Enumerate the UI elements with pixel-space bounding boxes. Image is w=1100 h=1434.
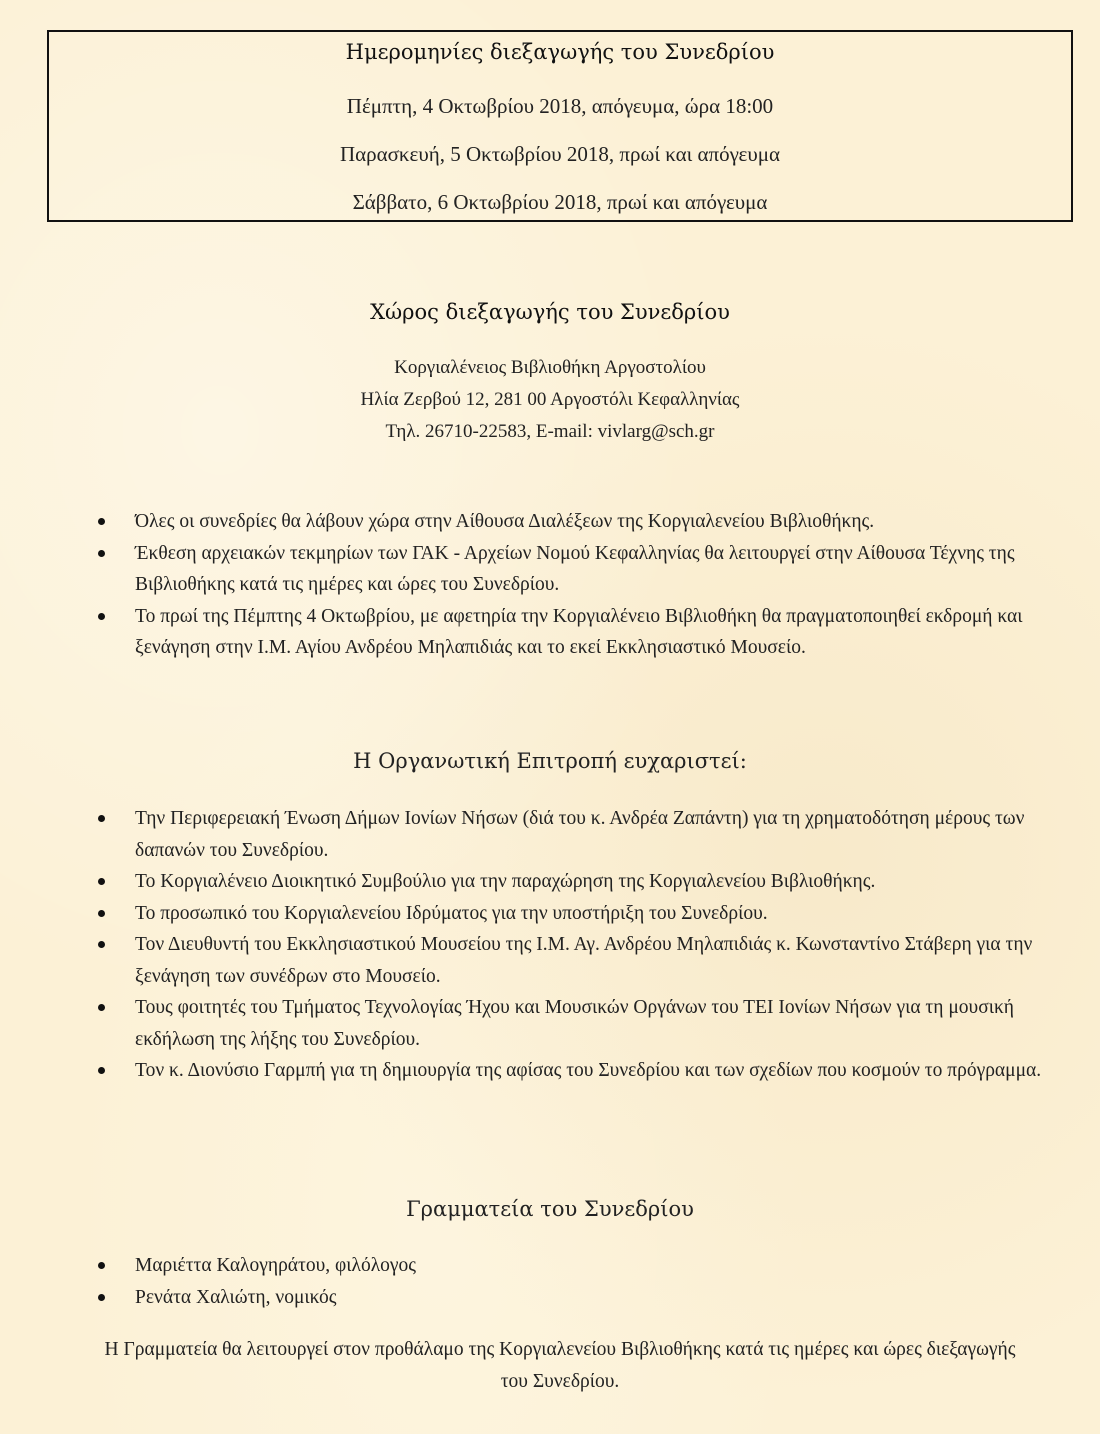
list-item-text: Την Περιφερειακή Ένωση Δήμων Ιονίων Νήσων (διά του κ. Ανδρέα Ζαπάντη) για τη χρηματοδότηση μέρους των δαπανών του Συνεδρίου. — [135, 808, 1025, 861]
secretariat-title: Γραμματεία του Συνεδρίου — [406, 1197, 694, 1221]
list-item — [0, 898, 1100, 930]
bullet-icon — [98, 550, 105, 557]
list-item-text: Ρενάτα Χαλιώτη, νομικός — [135, 1286, 337, 1308]
secretariat-note: Η Γραμματεία θα λειτουργεί στον προθάλαμο της Κοργιαλενείου Βιβλιοθήκης κατά τις ημέρες και ώρες διεξαγωγής του Συνεδρίου. — [104, 1339, 1016, 1392]
list-item — [0, 601, 1100, 664]
list-item — [0, 1282, 1100, 1314]
bullet-icon — [98, 910, 105, 917]
venue-address: Ηλία Ζερβού 12, 281 00 Αργοστόλι Κεφαλληνίας — [360, 389, 740, 410]
bullet-icon — [98, 815, 105, 822]
secretariat-list — [0, 1250, 1100, 1313]
bullet-icon — [98, 1294, 105, 1301]
list-item — [0, 1250, 1100, 1282]
venue-notes-list — [0, 506, 1100, 664]
list-item — [0, 538, 1100, 601]
thanks-list — [0, 803, 1100, 1087]
list-item — [0, 803, 1100, 866]
list-item — [0, 992, 1100, 1055]
dates-box — [47, 30, 1073, 222]
venue-name: Κοργιαλένειος Βιβλιοθήκη Αργοστολίου — [394, 357, 706, 378]
bullet-icon — [98, 518, 105, 525]
list-item-text: Το πρωί της Πέμπτης 4 Οκτωβρίου, με αφετηρία την Κοργιαλένειο Βιβλιοθήκη θα πραγματοποιηθεί εκδρομή και ξενάγηση στην Ι.Μ. Αγίου Ανδρέου Μηλαπιδιάς και το εκεί Εκκλησιαστικό Μουσείο. — [135, 605, 1023, 658]
bullet-icon — [98, 941, 105, 948]
venue-title: Χώρος διεξαγωγής του Συνεδρίου — [370, 300, 730, 324]
date-line-saturday: Σάββατο, 6 Οκτωβρίου 2018, πρωί και απόγευμα — [352, 190, 768, 214]
list-item-text: Έκθεση αρχειακών τεκμηρίων των ΓΑΚ - Αρχείων Νομού Κεφαλληνίας θα λειτουργεί στην Αίθουσα Τέχνης της Βιβλιοθήκης κατά τις ημέρες και ώρες του Συνεδρίου. — [135, 542, 1015, 595]
date-line-friday: Παρασκευή, 5 Οκτωβρίου 2018, πρωί και απόγευμα — [339, 142, 781, 166]
list-item — [0, 1055, 1100, 1087]
venue-contact: Τηλ. 26710-22583, E-mail: vivlarg@sch.gr — [385, 421, 715, 442]
list-item-text: Τους φοιτητές του Τμήματος Τεχνολογίας Ήχου και Μουσικών Οργάνων του ΤΕΙ Ιονίων Νήσων για τη μουσική εκδήλωση της λήξης του Συνεδρίου. — [135, 997, 1014, 1050]
list-item — [0, 866, 1100, 898]
bullet-icon — [98, 1004, 105, 1011]
thanks-title: Η Οργανωτική Επιτροπή ευχαριστεί: — [353, 749, 747, 773]
bullet-icon — [98, 613, 105, 620]
list-item — [0, 506, 1100, 538]
bullet-icon — [98, 1067, 105, 1074]
list-item-text: Μαριέττα Καλογηράτου, φιλόλογος — [135, 1255, 417, 1276]
list-item-text: Τον κ. Διονύσιο Γαρμπή για τη δημιουργία της αφίσας του Συνεδρίου και των σχεδίων που κοσμούν το πρόγραμμα. — [135, 1060, 1042, 1081]
list-item-text: Το Κοργιαλένειο Διοικητικό Συμβούλιο για την παραχώρηση της Κοργιαλενείου Βιβλιοθήκης. — [135, 871, 876, 892]
dates-title: Ημερομηνίες διεξαγωγής του Συνεδρίου — [345, 40, 775, 64]
list-item-text: Όλες οι συνεδρίες θα λάβουν χώρα στην Αίθουσα Διαλέξεων της Κοργιαλενείου Βιβλιοθήκης. — [135, 511, 875, 532]
list-item-text: Τον Διευθυντή του Εκκλησιαστικού Μουσείου της Ι.Μ. Αγ. Ανδρέου Μηλαπιδιάς κ. Κωνσταντίνο Στάβερη για την ξενάγηση των συνέδρων στο Μουσείο. — [135, 934, 1033, 987]
bullet-icon — [98, 1262, 105, 1269]
date-line-thursday: Πέμπτη, 4 Οκτωβρίου 2018, απόγευμα, ώρα 18:00 — [346, 94, 774, 118]
list-item — [0, 929, 1100, 992]
list-item-text: Το προσωπικό του Κοργιαλενείου Ιδρύματος για την υποστήριξη του Συνεδρίου. — [135, 902, 768, 924]
bullet-icon — [98, 878, 105, 885]
